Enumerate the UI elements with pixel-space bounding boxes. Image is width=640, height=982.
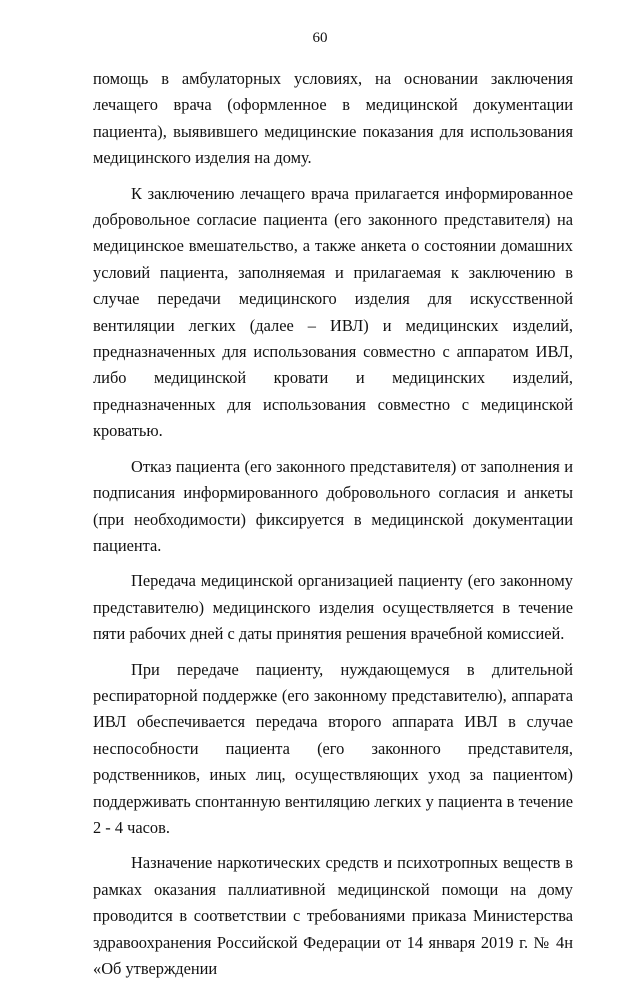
paragraph-second-ventilator: При передаче пациенту, нуждающемуся в длительной респираторной поддержке (его законному представителю), аппарата ИВЛ обеспечивается передача второго аппарата ИВЛ в случае неспособности пациента (его законного представителя, родственников, иных лиц, осуществляющих уход за пациентом) поддерживать спонтанную вентиляцию легких у пациента в течение 2 - 4 часов. — [93, 659, 573, 837]
paragraph-consent-attachment: К заключению лечащего врача прилагается информированное добровольное согласие пациента (его законного представителя) на медицинское вмешательство, а также анкета о состоянии домашних условий пациента, заполняемая и прилагаемая к заключению в случае передачи медицинского изделия для искусственной вентиляции легких (далее – ИВЛ) и медицинских изделий, предназначенных для использования совместно с аппаратом ИВЛ, либо медицинской кровати и медицинских изделий, предназначенных для использования совместно с медицинской кроватью. — [93, 183, 573, 441]
page-number: 60 — [312, 30, 328, 46]
paragraph-narcotic-prescription: Назначение наркотических средств и психотропных веществ в рамках оказания паллиативной медицинской помощи на дому проводится в соответствии с требованиями приказа Министерства здравоохранения Российской Федерации от 14 января 2019 г. № 4н «Об утверждении — [93, 853, 573, 978]
paragraph-transfer-deadline: Передача медицинской организацией пациенту (его законному представителю) медицинского изделия осуществляется в течение пяти рабочих дней с даты принятия решения врачебной комиссией. — [93, 571, 573, 644]
paragraph-refusal: Отказ пациента (его законного представителя) от заполнения и подписания информированного добровольного согласия и анкеты (при необходимости) фиксируется в медицинской документации пациента. — [93, 456, 573, 555]
paragraph-continuation: помощь в амбулаторных условиях, на основании заключения лечащего врача (оформленное в медицинской документации пациента), выявившего медицинские показания для использования медицинского изделия на дому. — [93, 69, 573, 168]
document-body — [93, 66, 573, 982]
